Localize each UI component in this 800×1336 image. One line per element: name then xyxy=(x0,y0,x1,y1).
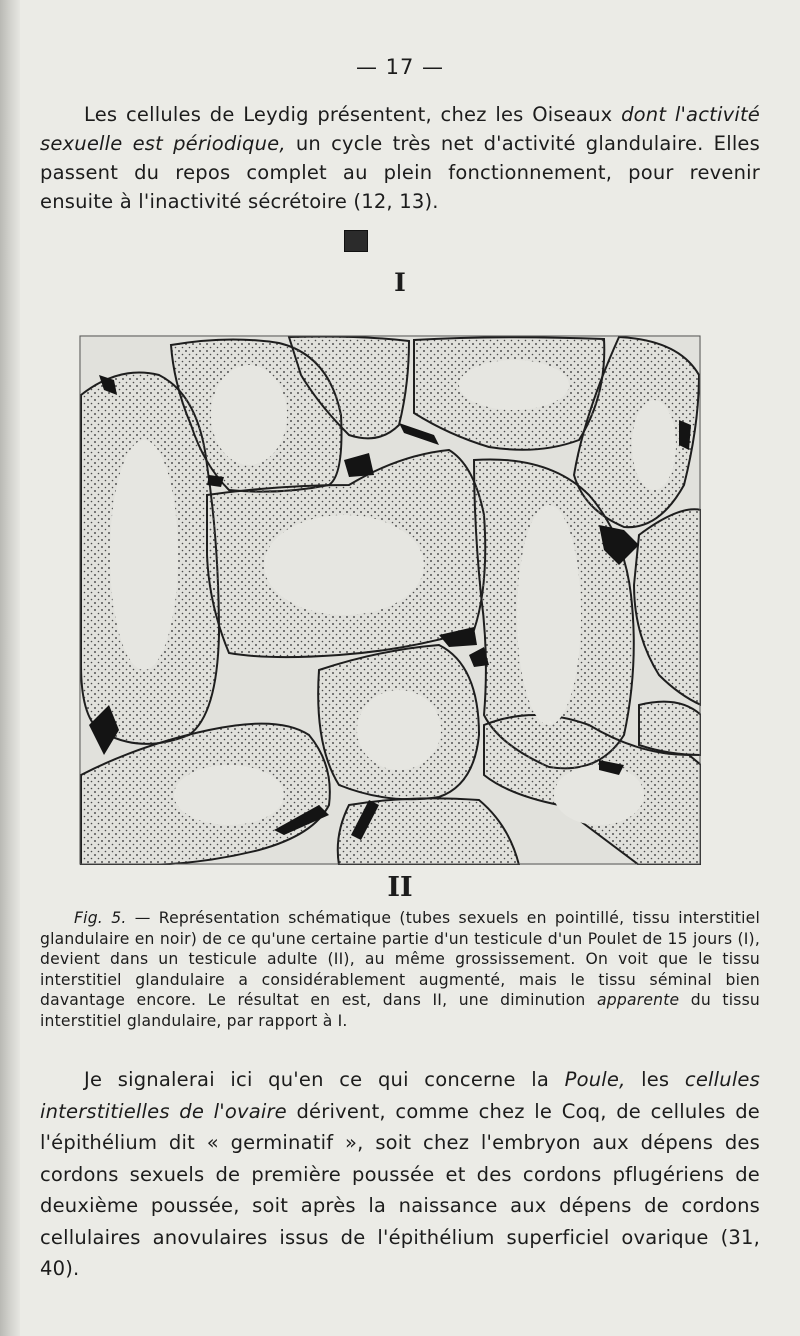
figure-label-top: I xyxy=(394,268,406,297)
figure-marker-icon xyxy=(344,230,368,252)
paragraph-2-emphasis-a: Poule, xyxy=(564,1068,626,1091)
paragraph-1-text-a: Les cellules de Leydig présentent, chez les Oiseaux xyxy=(84,103,622,126)
book-spine-shadow xyxy=(0,0,20,1336)
caption-emphasis: apparente xyxy=(597,991,680,1010)
paragraph-ovary xyxy=(40,1064,760,1285)
caption-text-a: — Représentation schématique (tubes sexuels en pointillé, tissu interstitiel glandulaire en noir) de ce qu'une certaine partie d'un testicule d'un Poulet de 15 jours (I), devient dans un testicule adulte (II), au même grossissement. On voit que le tissu interstitiel glandulaire a considérablement augmenté, mais le tissu séminal bien davantage encore. Le résultat en est, dans II, une diminution xyxy=(40,909,760,1010)
caption-figure-label: Fig. 5. xyxy=(74,909,127,927)
paragraph-2-text-b: les xyxy=(625,1068,685,1091)
testis-section-illustration xyxy=(79,335,701,865)
paragraph-2-text-a: Je signalerai ici qu'en ce qui concerne la xyxy=(84,1068,565,1091)
paragraph-1-emphasis: dont l'activité sexuelle est périodique, xyxy=(40,103,760,155)
figure-caption xyxy=(40,908,760,1032)
paragraph-2-text-c: dérivent, comme chez le Coq, de cellules de l'épithélium dit « germinatif », soit chez l'embryon aux dépens des cordons sexuels de première poussée et des cordons pflugériens de deuxième poussée, soit après la naissance aux dépens de cordons cellulaires anovulaires issus de l'épithélium superficiel ovarique (31, 40). xyxy=(40,1099,761,1280)
paragraph-leydig xyxy=(40,100,760,216)
paragraph-2-emphasis-b: cellules interstitielles de l'ovaire xyxy=(40,1068,760,1123)
figure-label-bottom: II xyxy=(387,872,413,903)
paragraph-1-text-b: un cycle très net d'activité glandulaire. Elles passent du repos complet au plein fonctionnement, pour revenir ensuite à l'inactivité sécrétoire (12, 13). xyxy=(40,132,760,213)
page-number: — 17 — xyxy=(355,55,445,79)
caption-text-b: du tissu interstitiel glandulaire, par rapport à I. xyxy=(40,991,761,1030)
